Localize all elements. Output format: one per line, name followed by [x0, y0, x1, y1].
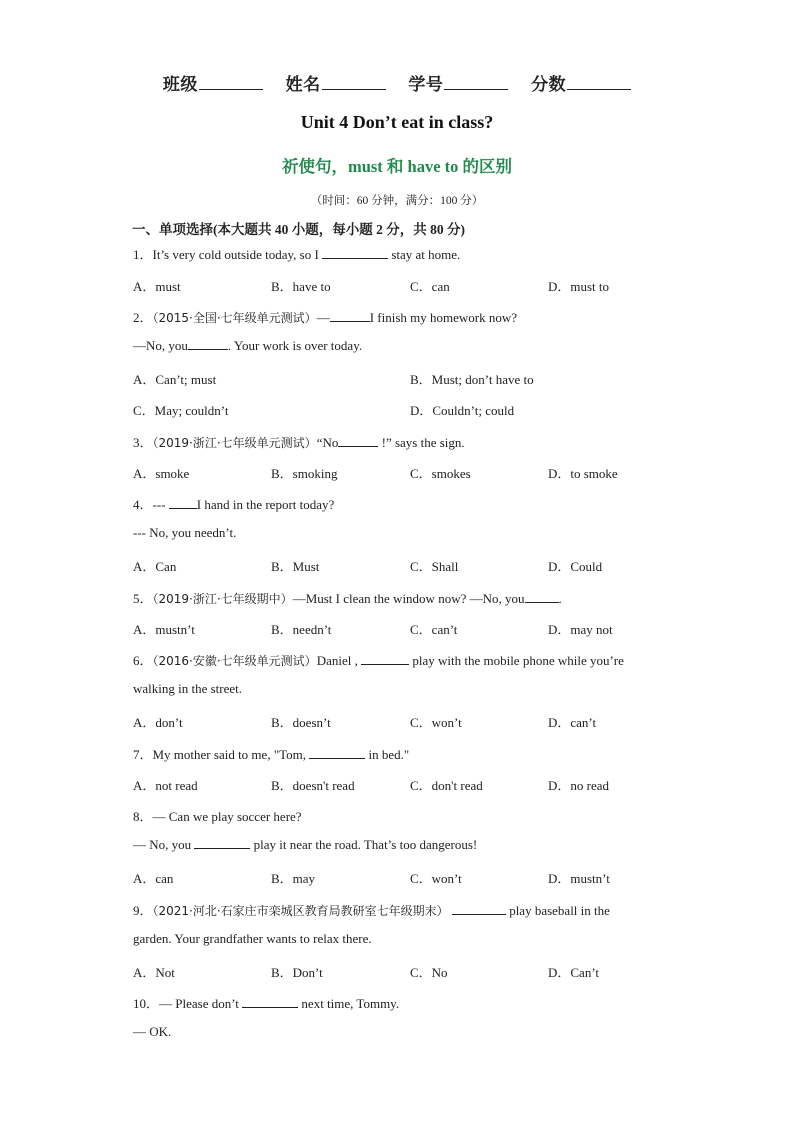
answer-blank[interactable]	[309, 747, 365, 759]
option-b[interactable]: B．needn’t	[271, 622, 332, 637]
option-d[interactable]: D．must to	[548, 279, 610, 294]
option-b[interactable]: B．doesn't read	[271, 778, 355, 793]
option-b[interactable]: B．have to	[271, 279, 331, 294]
answer-blank[interactable]	[338, 435, 378, 447]
option-b[interactable]: B．smoking	[271, 466, 338, 481]
question-1: 1．It’s very cold outside today, so I stay at home.	[133, 247, 461, 262]
question-9: 9．（2021·河北·石家庄市栾城区教育局教研室七年级期末） play baseball in the	[133, 903, 610, 918]
option-c[interactable]: C．can	[410, 279, 450, 294]
question-source: （2019·浙江·七年级单元测试）	[152, 436, 317, 450]
answer-blank[interactable]	[322, 247, 388, 259]
question-2-line-2: —No, you . Your work is over today.	[133, 338, 363, 353]
student-info-header	[0, 70, 794, 95]
option-c[interactable]: C．won’t	[410, 871, 462, 886]
page-title: Unit 4 Don’t eat in class?	[300, 112, 494, 132]
question-8-line-2: — No, you play it near the road. That’s too dangerous!	[133, 837, 478, 852]
page-subtitle: 祈使句，must 和 have to 的区别	[281, 157, 513, 176]
question-source: （2019·浙江·七年级期中）	[152, 592, 293, 606]
option-a[interactable]: A．can	[133, 871, 174, 886]
answer-blank[interactable]	[169, 497, 197, 509]
answer-blank[interactable]	[242, 996, 298, 1008]
option-d[interactable]: D．Can’t	[548, 965, 600, 980]
question-5: 5．（2019·浙江·七年级期中）—Must I clean the window now? —No, you .	[133, 591, 562, 606]
answer-blank[interactable]	[525, 591, 559, 603]
question-2: 2．（2015·全国·七年级单元测试）— I finish my homework now?	[133, 310, 517, 325]
name-blank[interactable]	[322, 75, 386, 90]
answer-blank[interactable]	[361, 653, 409, 665]
question-7: 7．My mother said to me, "Tom, in bed."	[133, 747, 410, 762]
option-d[interactable]: D．Couldn’t; could	[410, 403, 515, 418]
option-b[interactable]: B．may	[271, 871, 316, 886]
option-d[interactable]: D．mustn’t	[548, 871, 610, 886]
option-a[interactable]: A．must	[133, 279, 181, 294]
class-blank[interactable]	[199, 75, 263, 90]
option-a[interactable]: A．not read	[133, 778, 198, 793]
question-9-line-2: garden. Your grandfather wants to relax there.	[133, 931, 372, 946]
option-a[interactable]: A．mustn’t	[133, 622, 195, 637]
question-3: 3．（2019·浙江·七年级单元测试）“No !” says the sign.	[133, 435, 465, 450]
option-c[interactable]: C．smokes	[410, 466, 471, 481]
section-heading: 一、单项选择(本大题共 40 小题，每小题 2 分，共 80 分)	[132, 222, 465, 237]
option-c[interactable]: C．No	[410, 965, 448, 980]
option-d[interactable]: D．may not	[548, 622, 613, 637]
question-source: （2015·全国·七年级单元测试）	[152, 311, 317, 325]
time-note: （时间：60 分钟，满分：100 分）	[310, 195, 484, 207]
option-d[interactable]: D．to smoke	[548, 466, 618, 481]
answer-blank[interactable]	[194, 837, 250, 849]
option-b[interactable]: B．Must	[271, 559, 320, 574]
answer-blank[interactable]	[188, 338, 228, 350]
class-field: 班级	[163, 70, 263, 95]
option-c[interactable]: C．don't read	[410, 778, 483, 793]
question-source: （2021·河北·石家庄市栾城区教育局教研室七年级期末）	[152, 904, 449, 918]
name-field: 姓名	[286, 70, 386, 95]
answer-blank[interactable]	[330, 310, 370, 322]
question-4-line-2: --- No, you needn’t.	[133, 525, 237, 540]
option-b[interactable]: B．Must; don’t have to	[410, 372, 534, 387]
option-a[interactable]: A．smoke	[133, 466, 190, 481]
question-6: 6．（2016·安徽·七年级单元测试）Daniel , play with the mobile phone while you’re	[133, 653, 624, 668]
option-a[interactable]: A．Can’t; must	[133, 372, 217, 387]
question-10-line-2: — OK.	[133, 1024, 172, 1039]
answer-blank[interactable]	[452, 903, 506, 915]
student-id-blank[interactable]	[444, 75, 508, 90]
option-a[interactable]: A．Not	[133, 965, 175, 980]
option-a[interactable]: A．don’t	[133, 715, 183, 730]
option-c[interactable]: C．won’t	[410, 715, 462, 730]
option-d[interactable]: D．Could	[548, 559, 603, 574]
option-c[interactable]: C．Shall	[410, 559, 459, 574]
question-8: 8．— Can we play soccer here?	[133, 809, 302, 824]
score-field: 分数	[531, 70, 631, 95]
option-a[interactable]: A．Can	[133, 559, 177, 574]
option-c[interactable]: C．May; couldn’t	[133, 403, 229, 418]
option-b[interactable]: B．Don’t	[271, 965, 323, 980]
score-blank[interactable]	[567, 75, 631, 90]
question-4: 4．--- I hand in the report today?	[133, 497, 335, 512]
question-10: 10．— Please don’t next time, Tommy.	[133, 996, 400, 1011]
option-d[interactable]: D．can’t	[548, 715, 597, 730]
student-id-field: 学号	[408, 70, 508, 95]
question-6-line-2: walking in the street.	[133, 681, 243, 696]
option-b[interactable]: B．doesn’t	[271, 715, 331, 730]
option-d[interactable]: D．no read	[548, 778, 610, 793]
option-c[interactable]: C．can’t	[410, 622, 458, 637]
question-source: （2016·安徽·七年级单元测试）	[152, 654, 317, 668]
